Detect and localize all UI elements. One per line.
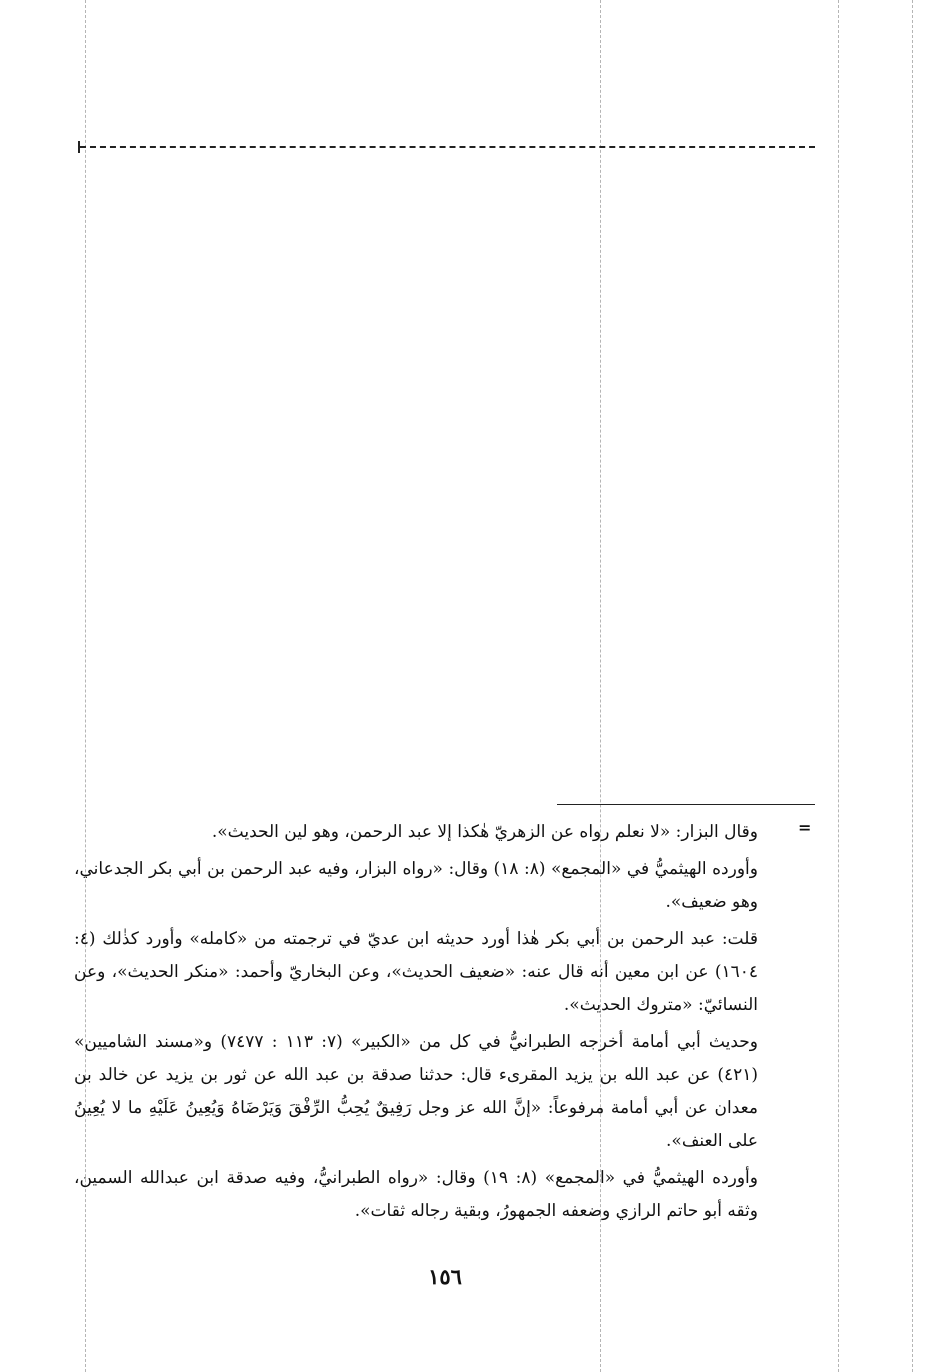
footnote-paragraph: وأورده الهيثميُّ في «المجمع» (٨: ١٨) وقال: «رواه البزار، وفيه عبد الرحمن بن أبي بكر الجدعاني، وهو ضعيف». <box>74 859 758 912</box>
footnote-paragraph: قلت: عبد الرحمن بن أبي بكر هٰذا أورد حديثه ابن عديّ في ترجمته من «كامله» وأورد كذٰلك (٤: ١٦٠٤) عن ابن معين أنه قال عنه: «ضعيف الحديث»، وعن البخاريّ وأحمد: «منكر الحديث»، وعن النسائيّ: «متروك الحديث». <box>74 929 758 1015</box>
top-dashed-divider <box>80 146 815 148</box>
footnotes-block <box>74 816 758 1232</box>
footnote-paragraph: وأورده الهيثميُّ في «المجمع» (٨: ١٩) وقال: «رواه الطبرانيُّ، وفيه صدقة ابن عبدالله السمين، وثقه أبو حاتم الرازي وضعفه الجمهورُ، وبقية رجاله ثقات». <box>74 1168 758 1221</box>
footnote-paragraph: وحديث أبي أمامة أخرجه الطبرانيُّ في كل من «الكبير» (٧: ١١٣ : ٧٤٧٧) و«مسند الشاميين» (٤٢١) عن عبد الله بن يزيد المقرىء قال: حدثنا صدقة بن عبد الله عن ثور بن يزيد عن خالد بن معدان عن أبي أمامة مرفوعاً: «إنَّ الله عز وجل رَفِيقٌ يُحِبُّ الرِّفْقَ وَيَرْضَاهُ وَيُعِينُ عَلَيْهِ ما لا يُعِينُ على العنف». <box>74 1032 758 1151</box>
page-number: ١٥٦ <box>428 1264 462 1289</box>
scan-edge-line <box>912 0 913 1372</box>
footnote-separator-rule <box>557 804 815 805</box>
scan-edge-line <box>838 0 839 1372</box>
footnote-continuation-mark: = <box>798 818 812 837</box>
footnote-paragraph: وقال البزار: «لا نعلم رواه عن الزهريّ هٰكذا إلا عبد الرحمن، وهو لين الحديث». <box>211 822 758 842</box>
